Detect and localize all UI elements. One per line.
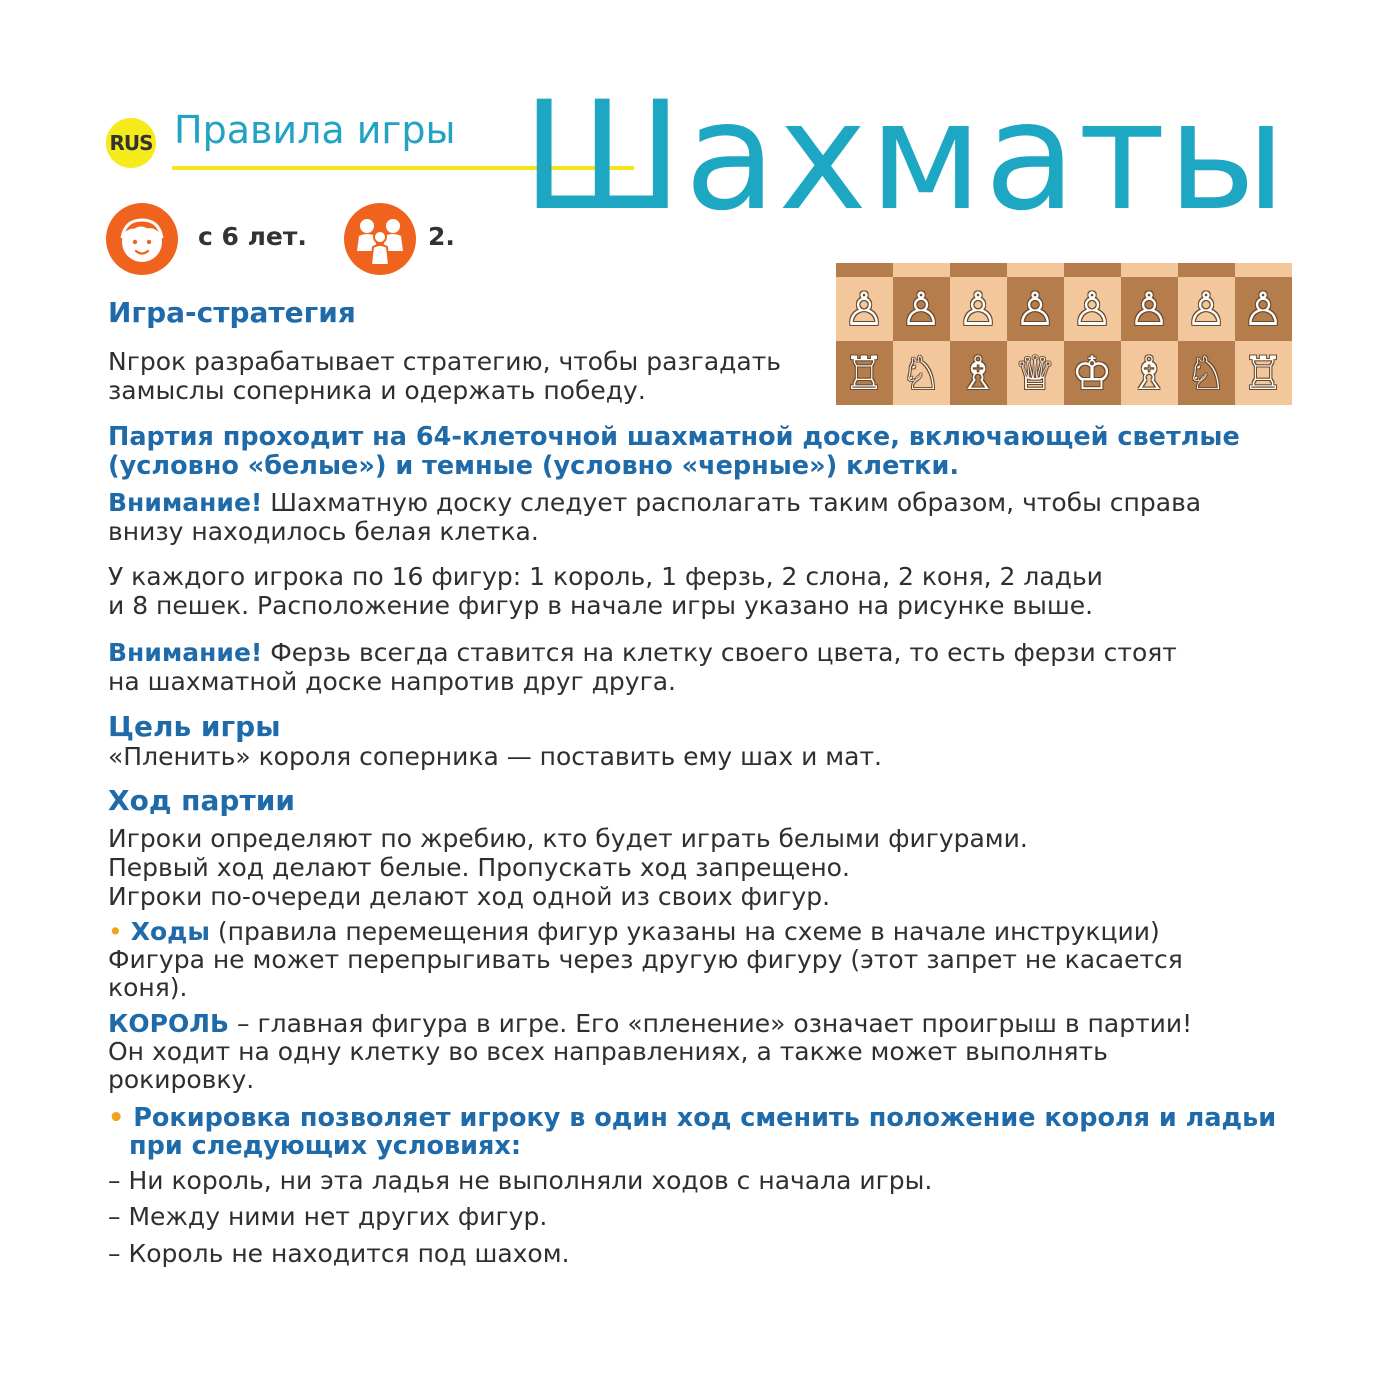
- white-pawn-icon: ♙: [957, 282, 999, 336]
- pieces-line-2: и 8 пешек. Расположение фигур в начале игры указано на рисунке выше.: [108, 591, 1094, 620]
- course-line-1: Игроки определяют по жребию, кто будет играть белыми фигурами.: [108, 824, 1028, 853]
- language-badge: [106, 118, 156, 168]
- board-square: [1007, 263, 1064, 277]
- age-label: с 6 лет.: [198, 222, 307, 251]
- course-text: [108, 824, 1028, 911]
- goal-heading: Цель игры: [108, 710, 281, 743]
- attention-board-note: [108, 488, 1201, 546]
- chess-board-illustration: [836, 263, 1292, 405]
- board-square: [1235, 263, 1292, 277]
- strategy-line-1: Nгрок разрабатывает стратегию, чтобы разгадать: [108, 347, 782, 376]
- moves-rules: [108, 918, 1183, 1002]
- castling-condition-2: – Между ними нет других фигур.: [108, 1202, 548, 1231]
- board-square: [1121, 263, 1178, 277]
- white-rook-icon: ♖: [1242, 346, 1284, 400]
- castling-condition-1: – Ни король, ни эта ладья не выполняли ходов с начала игры.: [108, 1166, 933, 1195]
- castling-condition-3: – Король не находится под шахом.: [108, 1239, 570, 1268]
- strategy-heading: Игра-стратегия: [108, 296, 356, 329]
- board-line-1: Партия проходит на 64-клеточной шахматной доске, включающей светлые: [108, 422, 1240, 452]
- child-face-icon: [106, 203, 178, 275]
- players-group-icon: [344, 203, 416, 275]
- king-label: КОРОЛЬ: [108, 1009, 230, 1038]
- pieces-description: [108, 562, 1103, 620]
- moves-line-1: (правила перемещения фигур указаны на схеме в начале инструкции): [209, 917, 1160, 946]
- attention-queen-note: [108, 638, 1177, 696]
- white-pawn-icon: ♙: [1242, 282, 1284, 336]
- attention-board-line-1: Шахматную доску следует располагать таким образом, чтобы справа: [262, 488, 1202, 517]
- moves-line-2: Фигура не может перепрыгивать через другую фигуру (этот запрет не касается: [108, 945, 1183, 974]
- course-heading: Ход партии: [108, 784, 295, 817]
- white-pawn-icon: ♙: [1071, 282, 1113, 336]
- board-square: [950, 263, 1007, 277]
- white-rook-icon: ♖: [843, 346, 885, 400]
- white-pawn-icon: ♙: [900, 282, 942, 336]
- white-king-icon: ♔: [1071, 346, 1113, 400]
- white-pawn-icon: ♙: [1128, 282, 1170, 336]
- white-pawn-icon: ♙: [1185, 282, 1227, 336]
- white-bishop-icon: ♗: [957, 346, 999, 400]
- course-line-2: Первый ход делают белые. Пропускать ход запрещено.: [108, 853, 850, 882]
- board-square: [1064, 263, 1121, 277]
- board-description: [108, 423, 1240, 481]
- castling-line-2: при следующих условиях:: [129, 1131, 522, 1161]
- attention-board-line-2: внизу находилось белая клетка.: [108, 517, 539, 546]
- language-badge-label: RUS: [109, 131, 153, 155]
- moves-label: Ходы: [130, 917, 210, 946]
- players-count-label: 2.: [428, 222, 455, 251]
- attention-label: Внимание!: [108, 638, 263, 667]
- bullet-dot: •: [108, 917, 123, 946]
- bullet-dot: •: [108, 1103, 125, 1133]
- course-line-3: Игроки по-очереди делают ход одной из своих фигур.: [108, 882, 831, 911]
- king-line-1: – главная фигура в игре. Его «пленение» означает проигрыш в партии!: [229, 1009, 1193, 1038]
- white-knight-icon: ♘: [1185, 346, 1227, 400]
- white-bishop-icon: ♗: [1128, 346, 1170, 400]
- white-queen-icon: ♕: [1014, 346, 1056, 400]
- white-pawn-icon: ♙: [1014, 282, 1056, 336]
- castling-rules: [108, 1104, 1276, 1160]
- board-line-2: (условно «белые») и темные (условно «черные») клетки.: [108, 451, 960, 481]
- attention-queen-line-2: на шахматной доске напротив друг друга.: [108, 667, 676, 696]
- attention-label: Внимание!: [108, 488, 263, 517]
- moves-line-3: коня).: [108, 973, 188, 1002]
- castling-line-1: Рокировка позволяет игроку в один ход сменить положение короля и ладьи: [133, 1103, 1277, 1133]
- board-square: [893, 263, 950, 277]
- goal-text: «Пленить» короля соперника — поставить ему шах и мат.: [108, 742, 882, 771]
- strategy-text: [108, 347, 781, 405]
- king-line-3: рокировку.: [108, 1065, 255, 1094]
- strategy-line-2: замыслы соперника и одержать победу.: [108, 376, 646, 405]
- attention-queen-line-1: Ферзь всегда ставится на клетку своего цвета, то есть ферзи стоят: [262, 638, 1177, 667]
- board-square: [836, 263, 893, 277]
- board-square: [1178, 263, 1235, 277]
- king-line-2: Он ходит на одну клетку во всех направлениях, а также может выполнять: [108, 1037, 1108, 1066]
- white-knight-icon: ♘: [900, 346, 942, 400]
- page-title: Шахматы: [522, 70, 1288, 244]
- page-subtitle: Правила игры: [174, 108, 456, 152]
- king-rules: [108, 1010, 1192, 1094]
- white-pawn-icon: ♙: [843, 282, 885, 336]
- pieces-line-1: У каждого игрока по 16 фигур: 1 король, 1 ферзь, 2 слона, 2 коня, 2 ладьи: [108, 562, 1103, 591]
